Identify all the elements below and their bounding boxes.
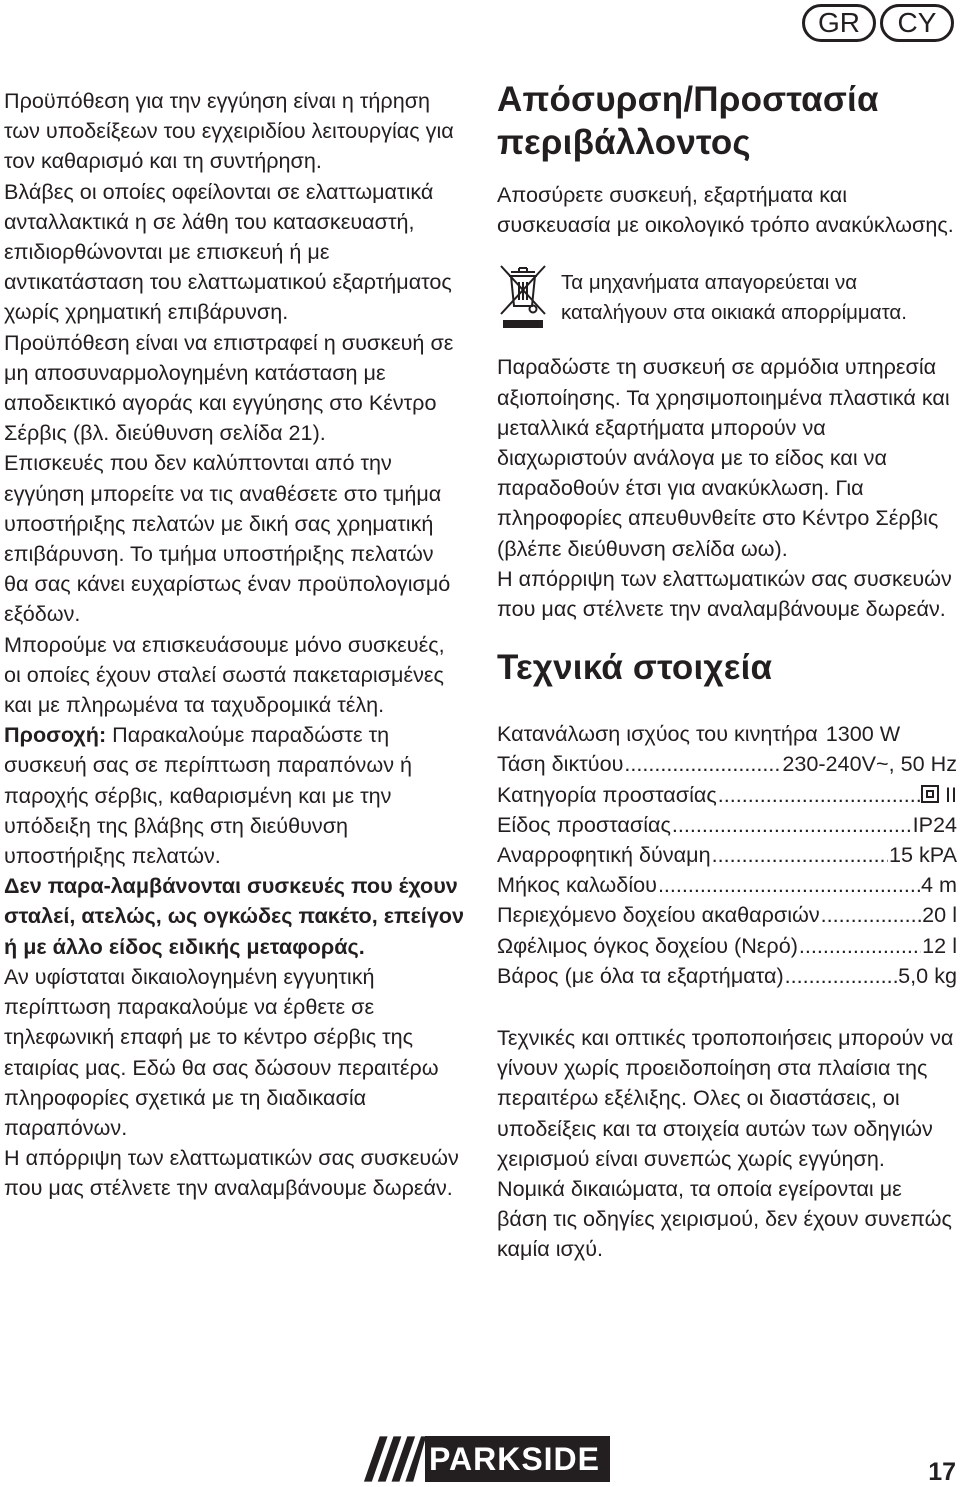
warranty-paragraph-9: Η απόρριψη των ελαττωματικών σας συσκευών που μας στέλνετε την αναλαμβάνουμε δωρεάν. [4, 1145, 459, 1201]
spec-row [497, 780, 957, 810]
spec-row [497, 961, 957, 991]
spec-value: 4 m [921, 872, 957, 898]
spec-row [497, 749, 957, 779]
spec-value: 1300 W [825, 721, 901, 747]
spec-label: Κατηγορία προστασίας [497, 781, 717, 807]
crossed-out-wheelie-bin-icon [497, 262, 549, 334]
dot-leader [672, 810, 912, 840]
warranty-paragraph-5: Μπορούμε να επισκευάσουμε μόνο συσκευές, οι οποίες έχουν σταλεί σωστά πακεταρισμένες και με πληρωμένα τα ταχυδρομικά τέλη. [4, 631, 445, 718]
dot-leader [718, 780, 920, 810]
caution-label: Προσοχή: [4, 722, 107, 748]
double-square-icon [921, 785, 939, 803]
page-number: 17 [928, 1458, 956, 1486]
spec-row [497, 870, 957, 900]
logo-wordmark: PARKSIDE [425, 1436, 610, 1482]
shipping-warning: Δεν παρα-λαμβάνονται συσκευές που έχουν σταλεί, ατελώς, ως ογκώδες πακέτο, επείγον ή με άλλο είδος ειδικής μεταφοράς. [4, 873, 464, 959]
spec-label: Περιεχόμενο δοχείου ακαθαρσιών [497, 902, 820, 928]
language-badge-cy: CY [880, 4, 954, 42]
dot-leader [658, 870, 920, 900]
spec-row [497, 719, 957, 749]
spec-label: Είδος προστασίας [497, 811, 671, 837]
spec-value: IP24 [912, 811, 957, 837]
warranty-paragraph-2: Βλάβες οι οποίες οφείλονται σε ελαττωματικά ανταλλακτικά η σε λάθη του κατασκευαστή, επιδιορθώνονται με επισκευή ή με αντικατάσταση του ελαττωματικού εξαρτήματος χωρίς χρηματική επιβάρυνση. [4, 178, 452, 325]
spec-list [497, 719, 957, 991]
spec-value: 20 l [922, 902, 957, 928]
left-column [4, 86, 464, 1204]
language-badges [802, 4, 954, 42]
spec-row [497, 840, 957, 870]
spec-value-text: II [945, 781, 957, 807]
weee-text: Τα μηχανήματα απαγορεύεται να καταλήγουν στα οικιακά απορρίμματα. [561, 271, 907, 325]
dot-leader [624, 749, 781, 779]
spec-label: Ωφέλιμος όγκος δοχείου (Νερό) [497, 932, 798, 958]
spec-value: 12 l [922, 932, 957, 958]
disposal-paragraph-1: Αποσύρετε συσκευή, εξαρτήματα και συσκευασία με οικολογικό τρόπο ανακύκλωσης. [497, 182, 954, 238]
caution-text: Παρακαλούμε παραδώστε τη συσκευή σας σε περίπτωση παραπόνων ή παροχής σέρβις, καθαρισμένη και με την υπόδειξη της βλάβης στη διεύθυνση υποστήριξης πελατών. [4, 722, 413, 869]
spec-row [497, 900, 957, 930]
warranty-paragraph-7 [4, 871, 464, 962]
warranty-paragraph-6 [4, 720, 464, 871]
dot-leader [799, 931, 921, 961]
disposal-heading: Απόσυρση/Προστασία περιβάλλοντος [497, 80, 879, 162]
spec-value: 5,0 kg [898, 962, 957, 988]
dot-leader [785, 961, 898, 991]
spec-value [921, 780, 957, 810]
spec-row [497, 810, 957, 840]
spec-label: Μήκος καλωδίου [497, 872, 657, 898]
spec-value: 15 kPA [888, 842, 957, 868]
warranty-paragraph-8: Αν υφίσταται δικαιολογημένη εγγυητική περίπτωση παρακαλούμε να έρθετε σε τηλεφωνική επαφή με το κέντρο σέρβις της εταιρίας μας. Εδώ θα σας δώσουν περαιτέρω πληροφορίες σχετικά με τη διαδικασία παραπόνων. [4, 963, 439, 1140]
spec-label: Αναρροφητική δύναμη [497, 842, 711, 868]
tech-note: Τεχνικές και οπτικές τροποποιήσεις μπορούν να γίνουν χωρίς προειδοποίηση στα πλαίσια της περαιτέρω εξέλιξης. Ολες οι διαστάσεις, οι υποδείξεις και τα στοιχεία αυτών των οδηγιών χειρισμού είναι συνεπώς χωρίς εγγύηση. Νομικά δικαιώματα, τα οποία εγείρονται με βάση τις οδηγίες χειρισμού, δεν έχουν συνεπώς καμία ισχύ. [497, 1025, 954, 1262]
dot-leader [712, 840, 888, 870]
spec-row [497, 931, 957, 961]
tech-data-heading: Τεχνικά στοιχεία [497, 648, 773, 688]
spec-value: 230-240V~, 50 Hz [782, 751, 957, 777]
language-badge-gr: GR [802, 4, 876, 42]
logo-stripes-icon [360, 1436, 425, 1482]
disposal-paragraph-3: Η απόρριψη των ελαττωματικών σας συσκευών που μας στέλνετε την αναλαμβάνουμε δωρεάν. [497, 565, 952, 622]
spec-label: Βάρος (με όλα τα εξαρτήματα) [497, 962, 784, 988]
spec-label: Κατανάλωση ισχύος του κινητήρα [497, 721, 818, 747]
parkside-logo [360, 1436, 610, 1482]
dot-leader [821, 900, 922, 930]
warranty-paragraph-3: Προϋπόθεση είναι να επιστραφεί η συσκευή σε μη αποσυναρμολογημένη κατάσταση με αποδεικτικό αγοράς και εγγύησης στο Κέντρο Σέρβις (βλ. διεύθυνση σελίδα 21). [4, 329, 454, 446]
weee-notice [497, 262, 957, 334]
disposal-paragraph-2: Παραδώστε τη συσκευή σε αρμόδια υπηρεσία αξιοποίησης. Τα χρησιμοποιημένα πλαστικά και μεταλλικά εξαρτήματα μπορούν να διαχωριστούν ανάλογα με το είδος και να παραδοθούν έτσι για ανακύκλωση. Για πληροφορίες απευθυνθείτε στο Κέντρο Σέρβις (βλέπε διεύθυνση σελίδα ωω). [497, 354, 950, 561]
warranty-paragraph-1: Προϋπόθεση για την εγγύηση είναι η τήρηση των υποδείξεων του εγχειριδίου λειτουργίας για τον καθαρισμό και τη συντήρηση. [4, 88, 454, 174]
spec-label: Τάση δικτύου [497, 751, 624, 777]
warranty-paragraph-4: Επισκευές που δεν καλύπτονται από την εγγύηση μπορείτε να τις αναθέσετε στο τμήμα υποστήριξης πελατών με δική σας χρηματική επιβάρυνση. Το τμήμα υποστήριξης πελατών θα σας κάνει ευχαρίστως έναν προϋπολογισμό εξόδων. [4, 450, 451, 627]
right-column [497, 78, 957, 1265]
